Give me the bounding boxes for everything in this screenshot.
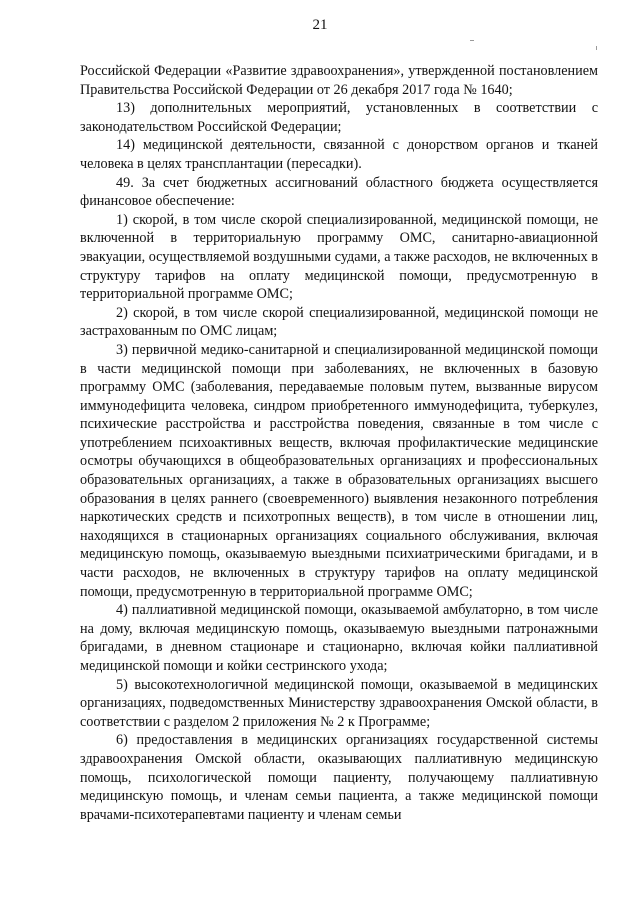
paragraph-section-49: 49. За счет бюджетных ассигнований областного бюджета осуществляется финансовое обеспечение: [80, 174, 598, 210]
paragraph-item-6: 6) предоставления в медицинских организациях государственной системы здравоохранения Омской области, оказывающих паллиативную медицинскую помощь, психологической помощи пациенту, получающему паллиативную медицинскую помощь, и членам семьи пациента, а также медицинской помощи врачами-психотерапевтами пациенту и членам семьи [80, 732, 598, 823]
paragraph-item-2: 2) скорой, в том числе скорой специализированной, медицинской помощи не застрахованным по ОМС лицам; [80, 304, 598, 340]
body-text [80, 62, 598, 824]
paragraph-item-5: 5) высокотехнологичной медицинской помощи, оказываемой в медицинских организациях, подведомственных Министерству здравоохранения Омской области, в соответствии с разделом 2 приложения № 2 к Программе; [80, 676, 598, 730]
paragraph-item-13: 13) дополнительных мероприятий, установленных в соответствии с законодательством Российской Федерации; [80, 100, 598, 135]
paragraph-item-4: 4) паллиативной медицинской помощи, оказываемой амбулаторно, в том числе на дому, включая медицинскую помощь, оказываемую выездными патронажными бригадами, в дневном стационаре и стационарно, включая койки паллиативной медицинской помощи и койки сестринского ухода; [80, 602, 598, 674]
scan-mark [596, 46, 597, 50]
paragraph-item-3: 3) первичной медико-санитарной и специализированной медицинской помощи в части медицинской помощи при заболеваниях, не включенных в базовую программу ОМС (заболевания, передаваемые половым путем, вызванные вирусом иммунодефицита человека, синдром приобретенного иммунодефицита, туберкулез, психические расстройства и расстройства поведения, связанные в том числе с употреблением психоактивных веществ, включая профилактические медицинские осмотры обучающихся в общеобразовательных организациях и профессиональных образовательных организациях, а также в образовательных организациях высшего образования в целях раннего (своевременного) выявления незаконного потребления наркотических средств и психотропных веществ), в том числе в отношении лиц, находящихся в стационарных организациях социального обслуживания, включая медицинскую помощь, оказываемую выездными психиатрическими бригадами, и в части расходов, не включенных в структуру тарифов на оплату медицинской помощи, предусмотренную в территориальной программе ОМС; [80, 341, 598, 600]
page-number: 21 [312, 17, 328, 33]
paragraph-item-14: 14) медицинской деятельности, связанной с донорством органов и тканей человека в целях трансплантации (пересадки). [80, 137, 598, 172]
paragraph-continuation: Российской Федерации «Развитие здравоохранения», утвержденной постановлением Правительства Российской Федерации от 26 декабря 2017 года № 1640; [80, 63, 598, 98]
paragraph-item-1: 1) скорой, в том числе скорой специализированной, медицинской помощи, не включенной в территориальную программу ОМС, санитарно-авиационной эвакуации, осуществляемой воздушными судами, а также расходов, не включенных в структуру тарифов на оплату медицинской помощи, предусмотренную в территориальной программе ОМС; [80, 211, 598, 303]
scan-mark [470, 40, 474, 41]
